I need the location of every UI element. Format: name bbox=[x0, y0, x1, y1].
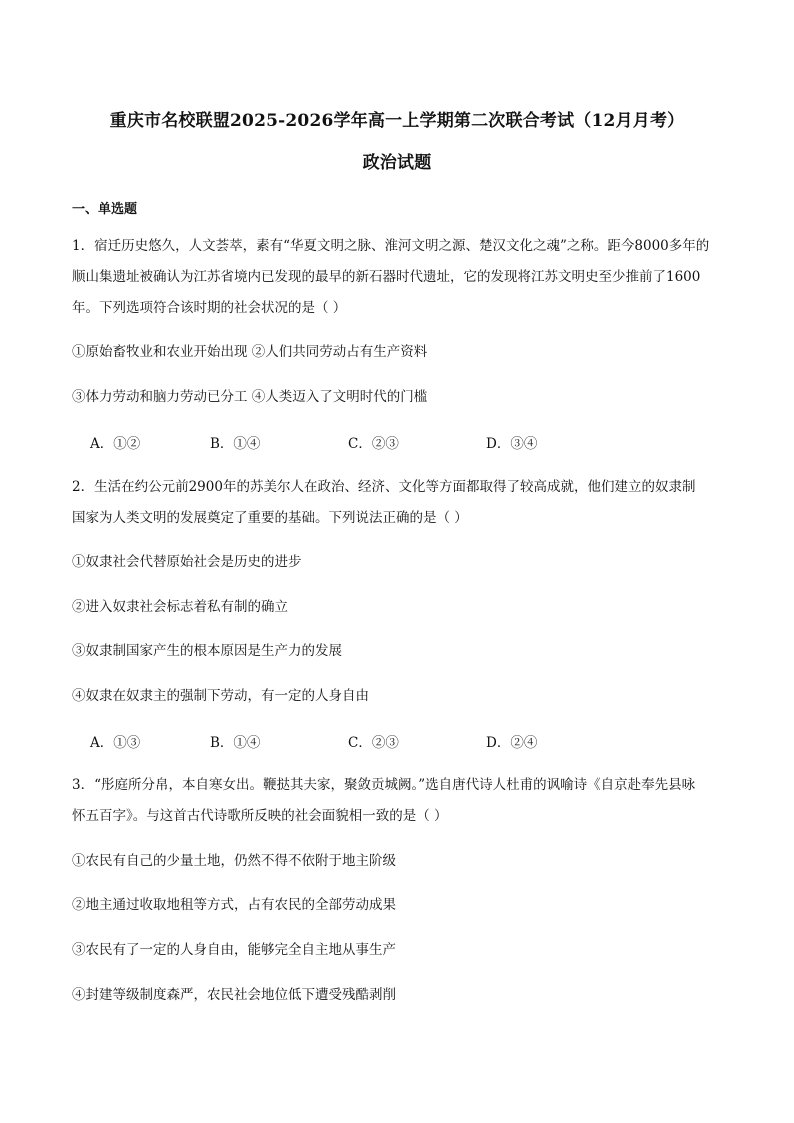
q2-statement-line-3: ③奴隶制国家产生的根本原因是生产力的发展 bbox=[72, 643, 342, 659]
q1-statement-line-1: ①原始畜牧业和农业开始出现 ②人们共同劳动占有生产资料 bbox=[72, 344, 428, 360]
q1-option-c[interactable]: C．②③ bbox=[348, 436, 399, 452]
q1-stem-line-2: 顺山集遗址被确认为江苏省境内已发现的最早的新石器时代遗址，它的发现将江苏文明史至少推前了1600 bbox=[72, 269, 701, 285]
q3-statement-line-3: ③农民有了一定的人身自由，能够完全自主地从事生产 bbox=[72, 942, 396, 958]
q1-option-d[interactable]: D．③④ bbox=[486, 436, 538, 452]
q2-option-b[interactable]: B．①④ bbox=[210, 735, 261, 751]
q2-stem-line-1: 2．生活在约公元前2900年的苏美尔人在政治、经济、文化等方面都取得了较高成就，他们建立的奴隶制 bbox=[72, 479, 696, 495]
exam-title: 重庆市名校联盟2025-2026学年高一上学期第二次联合考试（12月月考） bbox=[109, 111, 685, 131]
q3-statement-line-4: ④封建等级制度森严，农民社会地位低下遭受残酷剥削 bbox=[72, 987, 396, 1003]
exam-subject-title: 政治试题 bbox=[362, 153, 432, 173]
q1-stem-line-1: 1．宿迁历史悠久，人文荟萃，素有“华夏文明之脉、淮河文明之源、楚汉文化之魂”之称。距今8000多年的 bbox=[72, 238, 710, 254]
q2-option-d[interactable]: D．②④ bbox=[486, 735, 538, 751]
q3-stem-line-2: 怀五百字》。与这首古代诗歌所反映的社会面貌相一致的是（ ） bbox=[72, 808, 448, 824]
q1-option-a[interactable]: A．①② bbox=[90, 436, 141, 452]
q2-statement-line-1: ①奴隶社会代替原始社会是历史的进步 bbox=[72, 554, 302, 570]
q1-option-b[interactable]: B．①④ bbox=[210, 436, 261, 452]
q2-statement-line-2: ②进入奴隶社会标志着私有制的确立 bbox=[72, 599, 288, 615]
q3-statement-line-1: ①农民有自己的少量土地，仍然不得不依附于地主阶级 bbox=[72, 853, 396, 869]
q3-stem-line-1: 3．“彤庭所分帛，本自寒女出。鞭挞其夫家，聚敛贡城阙。”选自唐代诗人杜甫的讽喻诗《自京赴奉先县咏 bbox=[72, 777, 696, 793]
q2-option-a[interactable]: A．①③ bbox=[90, 735, 141, 751]
q3-statement-line-2: ②地主通过收取地租等方式，占有农民的全部劳动成果 bbox=[72, 897, 396, 913]
q1-statement-line-2: ③体力劳动和脑力劳动已分工 ④人类迈入了文明时代的门槛 bbox=[72, 389, 428, 405]
q2-statement-line-4: ④奴隶在奴隶主的强制下劳动，有一定的人身自由 bbox=[72, 688, 369, 704]
q1-stem-line-3: 年。下列选项符合该时期的社会状况的是（ ） bbox=[72, 300, 347, 316]
q2-stem-line-2: 国家为人类文明的发展奠定了重要的基础。下列说法正确的是（ ） bbox=[72, 510, 468, 526]
q2-option-c[interactable]: C．②③ bbox=[348, 735, 399, 751]
section-heading: 一、单选题 bbox=[72, 202, 138, 217]
